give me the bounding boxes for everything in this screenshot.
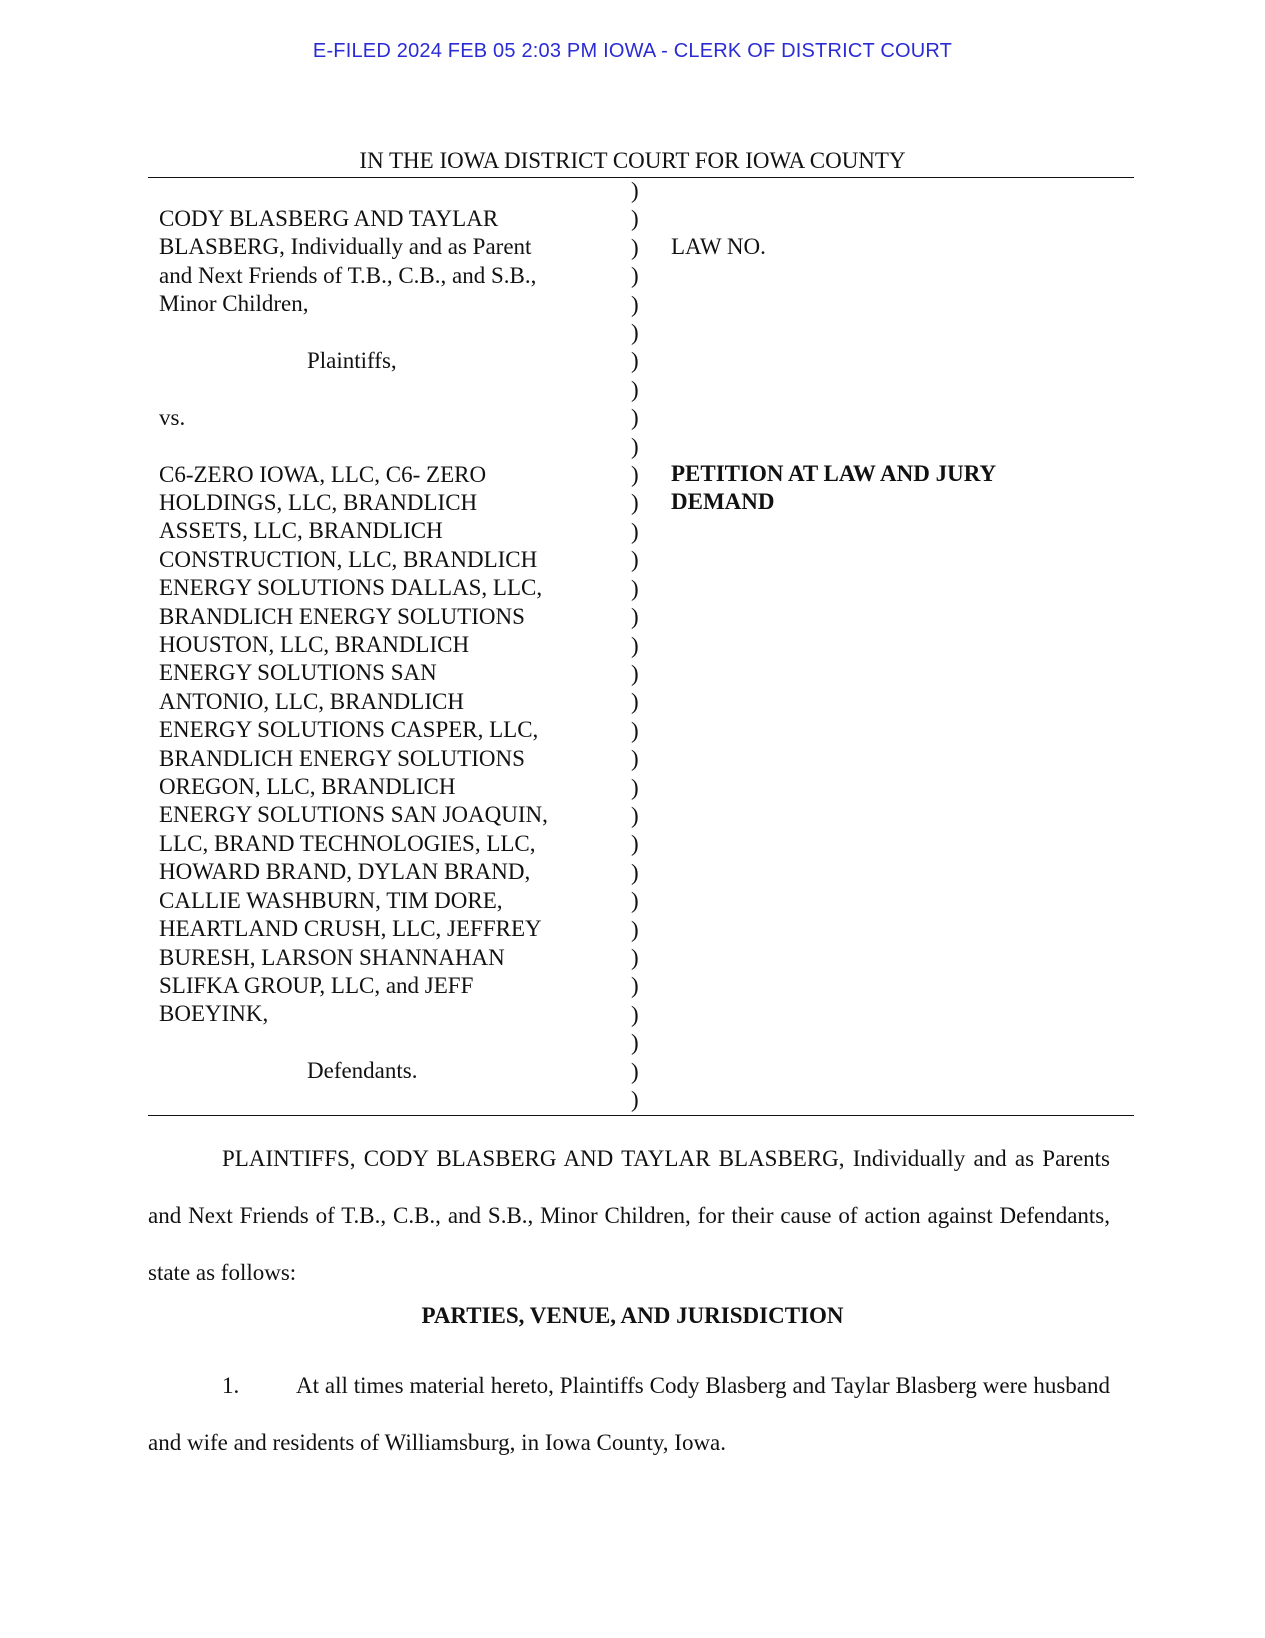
caption-paren: ) — [631, 632, 639, 658]
caption-paren: ) — [631, 859, 639, 885]
caption-paren: ) — [631, 348, 639, 374]
caption-paren: ) — [631, 660, 639, 686]
defendant-line: CONSTRUCTION, LLC, BRANDLICH — [159, 546, 538, 572]
plaintiff-line: CODY BLASBERG AND TAYLAR — [159, 206, 499, 231]
caption-paren: ) — [631, 802, 639, 828]
caption-bottom-rule — [148, 1115, 1134, 1116]
caption-paren: ) — [631, 376, 639, 402]
caption-paren: ) — [631, 575, 639, 601]
paragraph-1-text: At all times material hereto, Plaintiffs Cody Blasberg and Taylar Blasberg were husband and wife and residents of Williamsburg, in Iowa County, Iowa. — [148, 1373, 1110, 1455]
court-title: IN THE IOWA DISTRICT COURT FOR IOWA COUNTY — [359, 148, 906, 173]
caption-paren: ) — [631, 490, 639, 516]
plaintiff-line: and Next Friends of T.B., C.B., and S.B., — [159, 262, 537, 288]
caption-paren: ) — [631, 234, 639, 260]
defendant-line: CALLIE WASHBURN, TIM DORE, — [159, 887, 503, 913]
defendant-line: OREGON, LLC, BRANDLICH — [159, 774, 456, 800]
defendant-line: ENERGY SOLUTIONS DALLAS, LLC, — [159, 575, 543, 601]
defendant-line: BRANDLICH ENERGY SOLUTIONS — [159, 745, 525, 771]
caption-paren: ) — [631, 1087, 639, 1112]
caption-paren: ) — [631, 1058, 639, 1084]
efiled-stamp: E-FILED 2024 FEB 05 2:03 PM IOWA - CLERK OF DISTRICT COURT — [312, 40, 953, 62]
caption-paren-column — [631, 177, 639, 1114]
defendant-line: C6-ZERO IOWA, LLC, C6- ZERO — [159, 461, 487, 487]
defendant-line: BURESH, LARSON SHANNAHAN — [159, 944, 505, 970]
paragraph-number: 1. — [222, 1373, 240, 1398]
caption-paren: ) — [631, 320, 639, 346]
defendant-line: HOWARD BRAND, DYLAN BRAND, — [159, 859, 531, 885]
caption-paren: ) — [631, 1030, 639, 1056]
law-number-label: LAW NO. — [671, 234, 766, 259]
defendant-line: LLC, BRAND TECHNOLOGIES, LLC, — [159, 830, 536, 856]
plaintiff-line: Minor Children, — [159, 291, 309, 317]
caption-paren: ) — [631, 717, 639, 743]
caption-paren: ) — [631, 831, 639, 857]
document-title-line: DEMAND — [671, 489, 775, 515]
caption-paren: ) — [631, 263, 639, 289]
caption-paren: ) — [631, 973, 639, 999]
defendants-label: Defendants. — [307, 1058, 418, 1084]
caption-paren: ) — [631, 1001, 639, 1027]
caption-paren: ) — [631, 888, 639, 914]
plaintiff-line: BLASBERG, Individually and as Parent — [159, 234, 532, 260]
plaintiffs-label: Plaintiffs, — [307, 348, 397, 374]
defendant-line: ENERGY SOLUTIONS SAN JOAQUIN, — [159, 802, 548, 828]
caption-parties — [159, 205, 609, 1086]
caption-paren: ) — [631, 689, 639, 715]
paragraph-1 — [148, 1357, 1110, 1471]
intro-paragraph: PLAINTIFFS, CODY BLASBERG AND TAYLAR BLASBERG, Individually and as Parents and Next Friends of T.B., C.B., and S.B., Minor Children, for their cause of action against Defendants, state as follows: — [148, 1146, 1110, 1285]
document-title — [671, 460, 996, 517]
caption-paren: ) — [631, 291, 639, 317]
document-title-line: PETITION AT LAW AND JURY — [671, 461, 997, 486]
defendant-line: HOLDINGS, LLC, BRANDLICH — [159, 490, 478, 516]
caption-paren: ) — [631, 774, 639, 800]
caption-paren: ) — [631, 462, 639, 488]
defendant-line: ANTONIO, LLC, BRANDLICH — [159, 688, 464, 714]
caption-top-rule — [148, 177, 1134, 178]
caption-paren: ) — [631, 518, 639, 544]
defendant-line: BOEYINK, — [159, 1001, 269, 1027]
defendant-line: ENERGY SOLUTIONS SAN — [159, 660, 437, 686]
defendant-line: ASSETS, LLC, BRANDLICH — [159, 518, 443, 544]
versus-label: vs. — [159, 404, 186, 430]
section-heading: PARTIES, VENUE, AND JURISDICTION — [421, 1303, 844, 1328]
caption-paren: ) — [631, 178, 639, 203]
caption-paren: ) — [631, 547, 639, 573]
caption-paren: ) — [631, 746, 639, 772]
defendant-line: ENERGY SOLUTIONS CASPER, LLC, — [159, 717, 539, 743]
caption-paren: ) — [631, 405, 639, 431]
defendant-line: HEARTLAND CRUSH, LLC, JEFFREY — [159, 916, 542, 942]
defendant-line: SLIFKA GROUP, LLC, and JEFF — [159, 972, 474, 998]
caption-paren: ) — [631, 604, 639, 630]
defendant-line: BRANDLICH ENERGY SOLUTIONS — [159, 603, 525, 629]
caption-paren: ) — [631, 916, 639, 942]
caption-paren: ) — [631, 206, 639, 232]
caption-paren: ) — [631, 433, 639, 459]
defendant-line: HOUSTON, LLC, BRANDLICH — [159, 632, 470, 658]
caption-paren: ) — [631, 944, 639, 970]
